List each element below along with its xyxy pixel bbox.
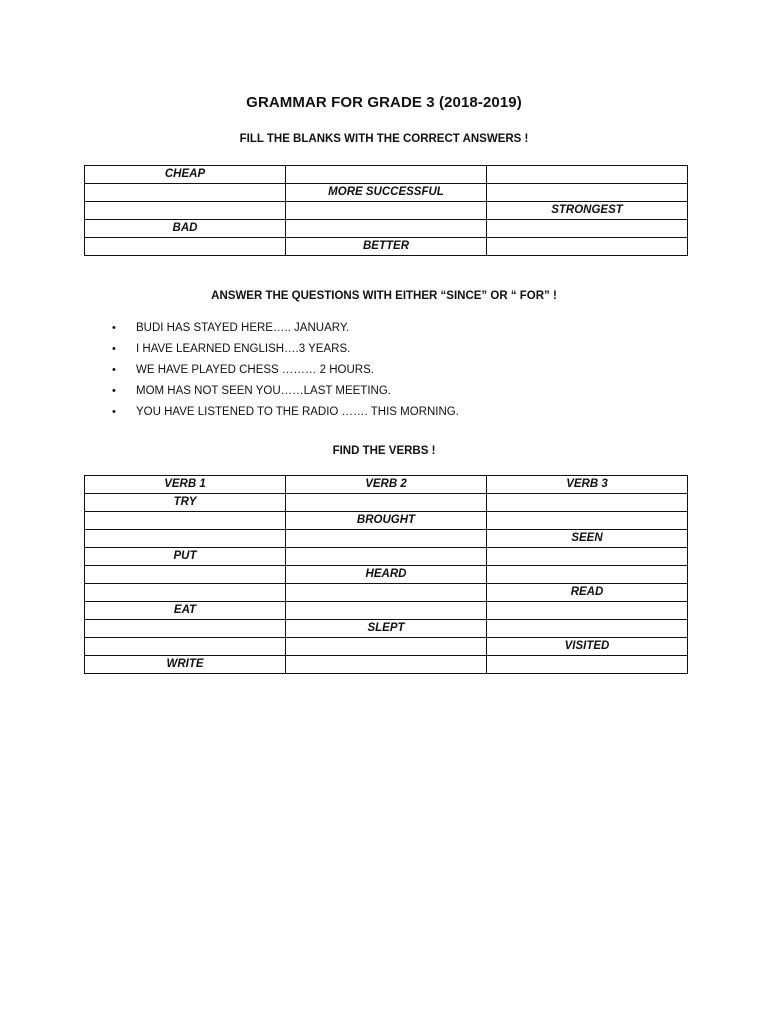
table-cell (487, 548, 688, 566)
question-text: I HAVE LEARNED ENGLISH….3 YEARS. (136, 343, 351, 355)
table-cell (487, 494, 688, 512)
table-row (85, 584, 688, 602)
table-cell (487, 620, 688, 638)
table-cell (286, 494, 487, 512)
question-text: BUDI HAS STAYED HERE….. JANUARY. (136, 322, 350, 334)
bullet-icon: • (112, 385, 116, 397)
table-cell (286, 548, 487, 566)
list-item (112, 341, 459, 362)
page-title: GRAMMAR FOR GRADE 3 (2018-2019) (246, 94, 522, 111)
column-header: VERB 1 (85, 476, 286, 494)
table-cell (85, 638, 286, 656)
table-cell: STRONGEST (487, 202, 688, 220)
section-2-heading: ANSWER THE QUESTIONS WITH EITHER “SINCE” OR “ FOR” ! (211, 290, 557, 302)
list-item (112, 320, 459, 341)
table-cell: BROUGHT (286, 512, 487, 530)
table-cell: BETTER (286, 238, 487, 256)
table-cell (286, 220, 487, 238)
table-cell (487, 656, 688, 674)
table-cell (487, 184, 688, 202)
table-cell (286, 638, 487, 656)
bullet-icon: • (112, 343, 116, 355)
table-cell (85, 184, 286, 202)
table-cell (286, 166, 487, 184)
table-cell (85, 238, 286, 256)
table-row (85, 602, 688, 620)
table-cell (85, 584, 286, 602)
question-text: WE HAVE PLAYED CHESS ……… 2 HOURS. (136, 364, 374, 376)
table-cell: READ (487, 584, 688, 602)
table-cell: TRY (85, 494, 286, 512)
bullet-icon: • (112, 322, 116, 334)
section-1-heading: FILL THE BLANKS WITH THE CORRECT ANSWERS ! (239, 133, 529, 145)
table-cell: WRITE (85, 656, 286, 674)
column-header: VERB 3 (487, 476, 688, 494)
table-cell (85, 202, 286, 220)
comparatives-table (84, 165, 688, 256)
table-row (85, 238, 688, 256)
table-cell (85, 530, 286, 548)
questions-list (112, 320, 459, 425)
table-cell (286, 530, 487, 548)
question-text: YOU HAVE LISTENED TO THE RADIO ……. THIS MORNING. (136, 406, 459, 418)
table-cell (487, 602, 688, 620)
table-cell (85, 566, 286, 584)
table-cell (85, 620, 286, 638)
table-cell (487, 512, 688, 530)
table-row (85, 202, 688, 220)
table-row (85, 620, 688, 638)
table-row (85, 184, 688, 202)
table-cell: SEEN (487, 530, 688, 548)
bullet-icon: • (112, 406, 116, 418)
table-row (85, 638, 688, 656)
list-item (112, 383, 459, 404)
table-cell (286, 202, 487, 220)
column-header: VERB 2 (286, 476, 487, 494)
table-cell: SLEPT (286, 620, 487, 638)
table-cell: PUT (85, 548, 286, 566)
table-cell (286, 584, 487, 602)
table-row (85, 530, 688, 548)
section-3-heading: FIND THE VERBS ! (332, 445, 436, 457)
bullet-icon: • (112, 364, 116, 376)
table-cell: EAT (85, 602, 286, 620)
list-item (112, 404, 459, 425)
table-cell (286, 602, 487, 620)
table-cell (487, 566, 688, 584)
question-text: MOM HAS NOT SEEN YOU……LAST MEETING. (136, 385, 391, 397)
table-row (85, 220, 688, 238)
table-cell: MORE SUCCESSFUL (286, 184, 487, 202)
table-cell (286, 656, 487, 674)
table-cell: HEARD (286, 566, 487, 584)
table-row (85, 166, 688, 184)
verbs-table (84, 475, 688, 674)
table-header-row (85, 476, 688, 494)
table-cell (487, 238, 688, 256)
table-cell (487, 166, 688, 184)
list-item (112, 362, 459, 383)
table-row (85, 566, 688, 584)
table-cell: BAD (85, 220, 286, 238)
table-cell: VISITED (487, 638, 688, 656)
table-cell: CHEAP (85, 166, 286, 184)
table-cell (85, 512, 286, 530)
table-cell (487, 220, 688, 238)
table-row (85, 656, 688, 674)
table-row (85, 512, 688, 530)
table-row (85, 494, 688, 512)
table-row (85, 548, 688, 566)
